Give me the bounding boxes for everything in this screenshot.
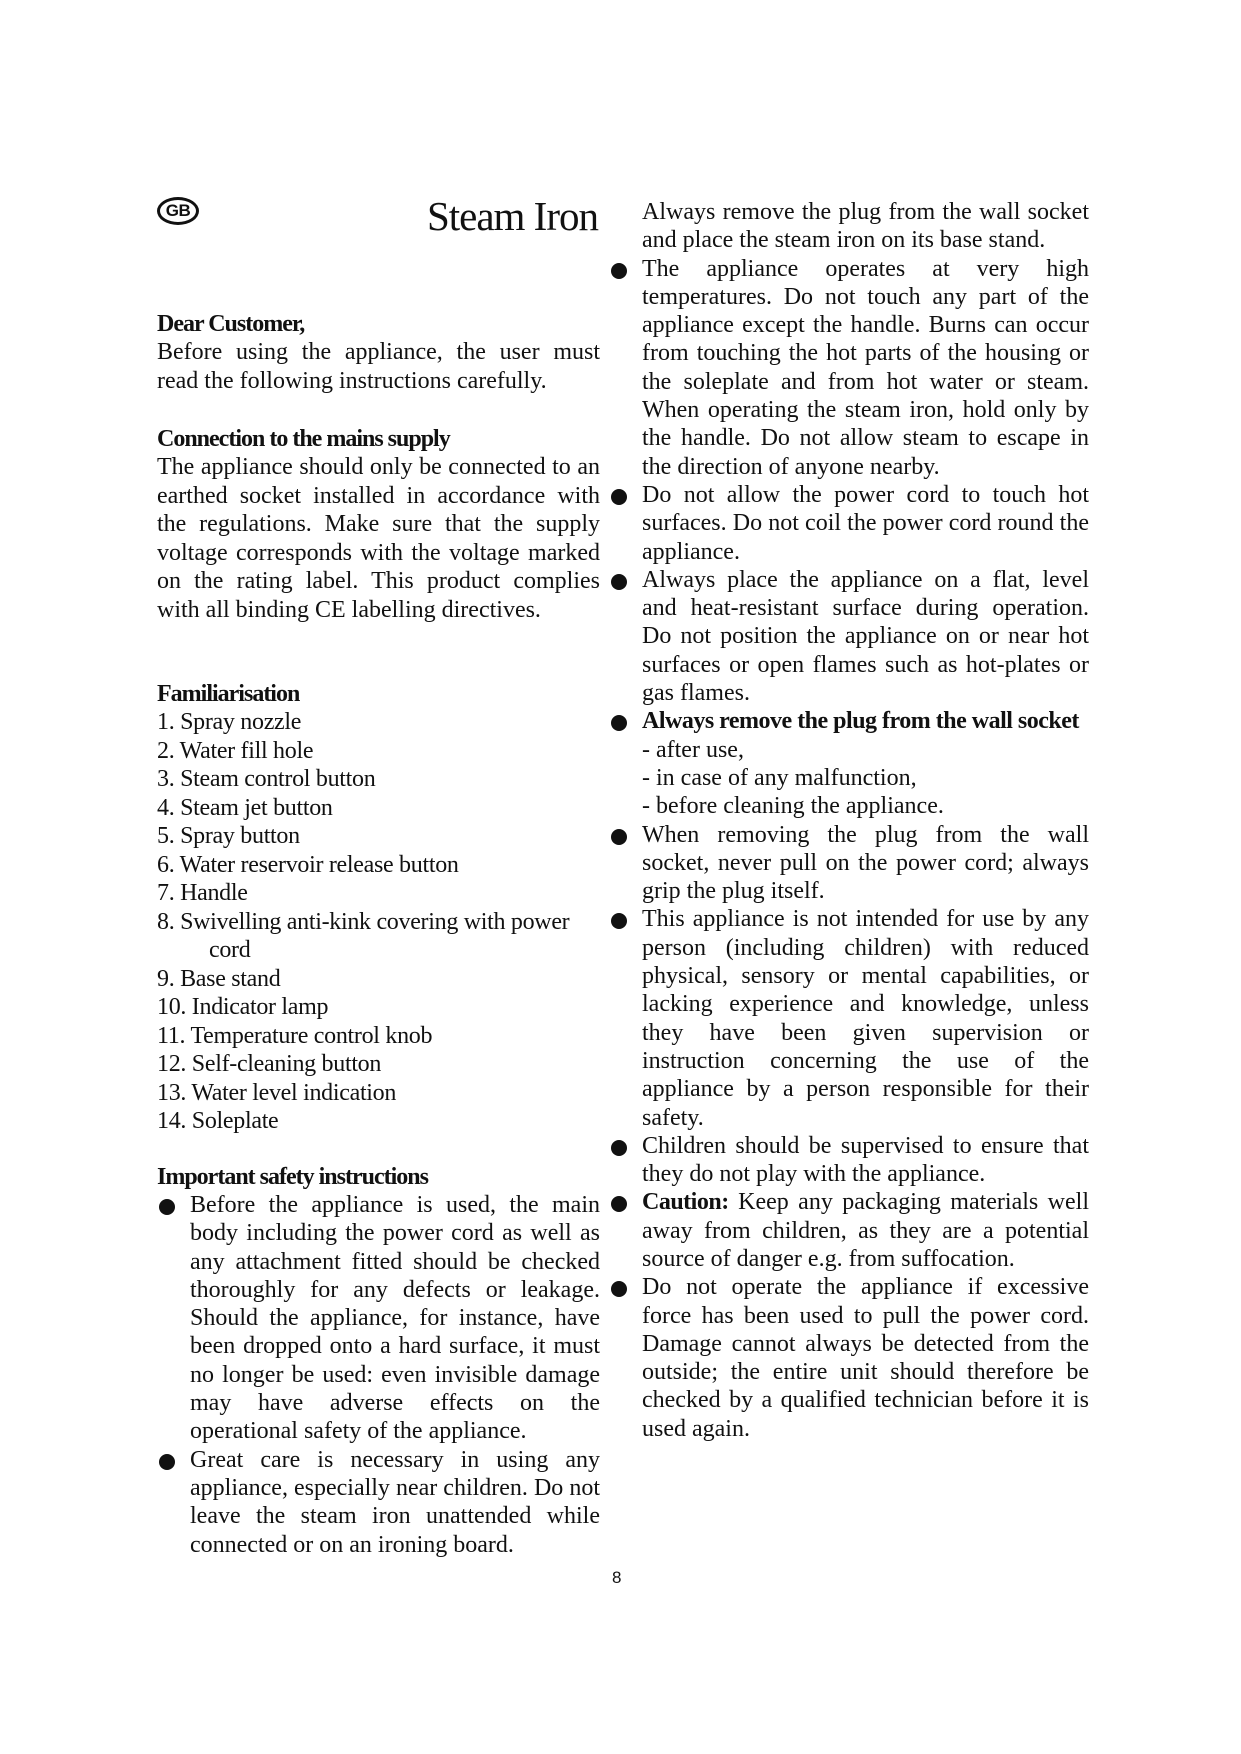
list-item: 10. Indicator lamp xyxy=(157,994,329,1020)
unplug-lead: Always remove the plug from the wall socket xyxy=(642,708,1079,735)
language-badge-icon: GB xyxy=(157,197,199,225)
bullet-icon xyxy=(611,1281,627,1297)
caution-label: Caution: xyxy=(642,1189,729,1216)
bullet-icon xyxy=(611,263,627,279)
list-item: Always place the appliance on a flat, level and heat-resistant surface during operation. Do not position the appliance on or near hot surfaces or open flames such as hot-plates or gas flames. xyxy=(609,566,1089,707)
safety-heading: Important safety instructions xyxy=(157,1164,428,1190)
list-item: - before cleaning the appliance. xyxy=(642,793,944,820)
safety-section xyxy=(157,1163,600,1559)
safety-list-left xyxy=(157,1191,600,1559)
bullet-icon xyxy=(159,1454,175,1470)
mains-heading: Connection to the mains supply xyxy=(157,426,450,452)
list-item: 3. Steam control button xyxy=(157,766,376,792)
mains-text: The appliance should only be connected to an earthed socket installed in accordance with the regulations. Make sure that the supply voltage corresponds with the voltage marked on the rating label. This product complies with all binding CE labelling directives. xyxy=(157,454,600,623)
list-item: - after use, xyxy=(642,736,744,763)
bullet-icon xyxy=(611,1140,627,1156)
caution-text: Keep any packaging materials well away from children, as they are a potential source of danger e.g. from suffocation. xyxy=(642,1189,1089,1272)
list-item: When removing the plug from the wall socket, never pull on the power cord; always grip the plug itself. xyxy=(609,821,1089,906)
bullet-icon xyxy=(611,715,627,731)
list-item: Children should be supervised to ensure that they do not play with the appliance. xyxy=(609,1132,1089,1189)
parts-list xyxy=(157,708,600,1136)
list-item: 2. Water fill hole xyxy=(157,737,314,764)
familiarisation-section xyxy=(157,680,600,1136)
bullet-icon xyxy=(611,1196,627,1212)
intro-heading: Dear Customer, xyxy=(157,311,305,337)
list-item: 12. Self-cleaning button xyxy=(157,1051,382,1077)
intro-section xyxy=(157,310,600,395)
page-number: 8 xyxy=(612,1568,622,1587)
list-item: 9. Base stand xyxy=(157,965,281,992)
list-item: This appliance is not intended for use by any person (including children) with reduced physical, sensory or mental capabilities, or lacking experience and knowledge, unless they have been given supervision or instruction concerning the use of the appliance by a person responsible for their safety. xyxy=(609,905,1089,1131)
list-item: Do not operate the appliance if excessive force has been used to pull the power cord. Damage cannot always be detected from the outside; the entire unit should therefore be checked by a qualified technician before it is used again. xyxy=(609,1273,1089,1443)
bullet-icon xyxy=(611,829,627,845)
list-item: 13. Water level indication xyxy=(157,1079,397,1106)
unplug-sublist xyxy=(642,736,1089,821)
list-item: 1. Spray nozzle xyxy=(157,709,302,735)
list-item: 6. Water reservoir release button xyxy=(157,851,459,878)
continuation-text: Always remove the plug from the wall socket and place the steam iron on its base stand. xyxy=(642,199,1089,254)
list-item: The appliance operates at very high temperatures. Do not touch any part of the appliance except the handle. Burns can occur from touching the hot parts of the housing or the soleplate and from hot water or steam. When operating the steam iron, hold only by the handle. Do not allow steam to escape in the direction of anyone nearby. xyxy=(609,255,1089,481)
page-title: Steam Iron xyxy=(426,193,598,239)
list-item: 11. Temperature control knob xyxy=(157,1022,433,1049)
list-item xyxy=(609,707,1089,820)
mains-section xyxy=(157,425,600,624)
right-column xyxy=(642,198,1089,1443)
list-item: 8. Swivelling anti-kink covering with power cord xyxy=(157,908,570,963)
list-item: 4. Steam jet button xyxy=(157,794,333,821)
list-item: - in case of any malfunction, xyxy=(642,764,917,791)
list-item xyxy=(609,1188,1089,1273)
list-item: Before the appliance is used, the main body including the power cord as well as any attachment fitted should be checked thoroughly for any defects or leakage. Should the appliance, for instance, have been dropped onto a hard surface, it must no longer be used: even invisible damage may have adverse effects on the operational safety of the appliance. xyxy=(157,1191,600,1446)
list-item: 7. Handle xyxy=(157,880,248,906)
bullet-icon xyxy=(611,913,627,929)
familiarisation-heading: Familiarisation xyxy=(157,681,300,707)
safety-list-right xyxy=(609,255,1089,1443)
list-item: 14. Soleplate xyxy=(157,1108,279,1134)
list-item: Do not allow the power cord to touch hot surfaces. Do not coil the power cord round the appliance. xyxy=(609,481,1089,566)
list-item: 5. Spray button xyxy=(157,823,300,849)
bullet-icon xyxy=(159,1199,175,1215)
intro-text: Before using the appliance, the user must read the following instructions carefully. xyxy=(157,339,600,394)
bullet-icon xyxy=(611,489,627,505)
bullet-icon xyxy=(611,574,627,590)
list-item: Great care is necessary in using any appliance, especially near children. Do not leave the steam iron unattended while connected or on an ironing board. xyxy=(157,1446,600,1559)
